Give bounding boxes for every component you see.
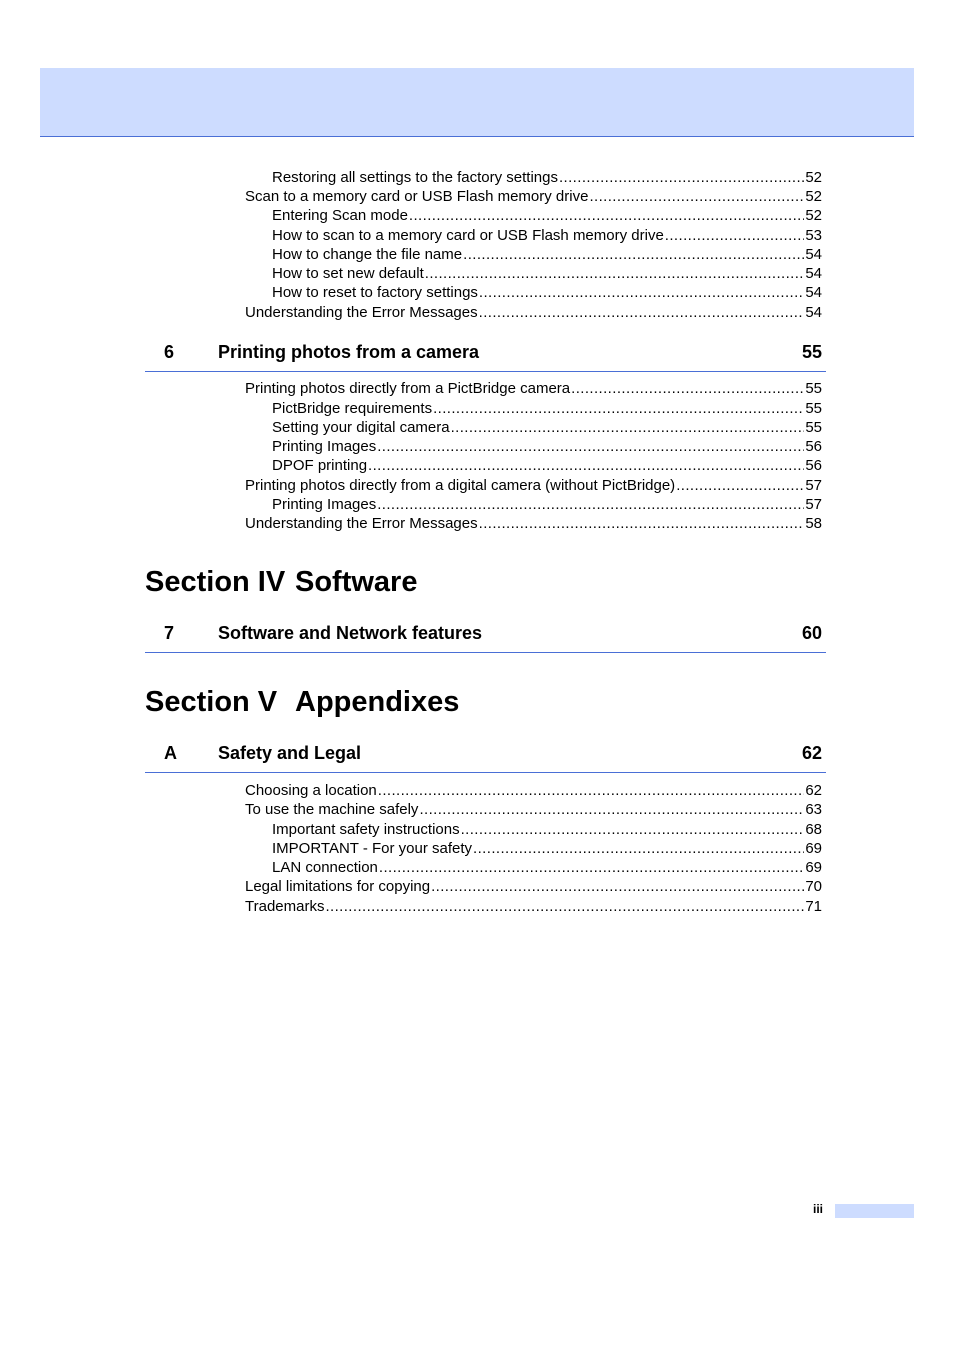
toc-entry[interactable] (272, 437, 822, 456)
toc-entry-label: IMPORTANT - For your safety (272, 840, 473, 857)
toc-entry-page: 57 (805, 477, 822, 494)
toc-entry-label: Understanding the Error Messages (245, 304, 478, 321)
dot-leader (463, 245, 804, 264)
toc-entry-page: 55 (805, 419, 822, 436)
toc-entry-page: 54 (805, 265, 822, 282)
dot-leader (419, 800, 804, 819)
toc-entry-page: 63 (805, 801, 822, 818)
dot-leader (325, 897, 804, 916)
chapter-number: 7 (164, 623, 175, 643)
toc-entry[interactable] (245, 303, 822, 322)
toc-entry-label: To use the machine safely (245, 801, 419, 818)
chapter-title: Software and Network features (218, 623, 483, 643)
chapter-heading[interactable] (145, 618, 826, 653)
toc-entry[interactable] (245, 877, 822, 896)
toc-entry-label: Restoring all settings to the factory settings (272, 169, 558, 186)
dot-leader (479, 303, 805, 322)
toc-entry[interactable] (245, 187, 822, 206)
toc-entry-label: Printing photos directly from a digital camera (without PictBridge) (245, 477, 676, 494)
dot-leader (676, 476, 804, 495)
toc-entry-label: Trademarks (245, 898, 325, 915)
toc-entry-label: PictBridge requirements (272, 400, 433, 417)
toc-entry-label: Important safety instructions (272, 821, 460, 838)
toc-entry[interactable] (245, 800, 822, 819)
toc-entry[interactable] (272, 226, 822, 245)
toc-entry-label: Understanding the Error Messages (245, 515, 478, 532)
chapter-page: 55 (801, 342, 822, 362)
toc-entry-label: Printing Images (272, 438, 377, 455)
section-heading (145, 685, 460, 719)
dot-leader (461, 820, 805, 839)
toc-entry-page: 69 (805, 840, 822, 857)
dot-leader (479, 283, 804, 302)
toc-entry[interactable] (272, 456, 822, 475)
toc-entry-label: DPOF printing (272, 457, 368, 474)
toc-entry-label: How to scan to a memory card or USB Flash memory drive (272, 227, 664, 244)
toc-entry-page: 55 (805, 400, 822, 417)
dot-leader (368, 456, 804, 475)
toc-entry[interactable] (272, 283, 822, 302)
toc-entry-page: 71 (805, 898, 822, 915)
toc-entry-label: Entering Scan mode (272, 207, 408, 224)
toc-entry-label: Scan to a memory card or USB Flash memory drive (245, 188, 589, 205)
dot-leader (377, 437, 804, 456)
page-number: iii (813, 1202, 824, 1216)
section-heading (145, 565, 418, 599)
dot-leader (431, 877, 804, 896)
chapter-heading[interactable] (145, 738, 826, 773)
dot-leader (409, 206, 804, 225)
header-band (40, 68, 914, 137)
dot-leader (379, 858, 804, 877)
toc-entry-page: 58 (805, 515, 822, 532)
toc-entry-page: 52 (805, 169, 822, 186)
chapter-page: 60 (801, 623, 822, 643)
toc-entry[interactable] (272, 264, 822, 283)
toc-entry-page: 56 (805, 457, 822, 474)
toc-entry-page: 52 (805, 207, 822, 224)
toc-entry-page: 52 (805, 188, 822, 205)
section-label: Section V (145, 686, 278, 718)
dot-leader (479, 514, 805, 533)
dot-leader (559, 168, 804, 187)
toc-entry-label: Setting your digital camera (272, 419, 450, 436)
chapter-heading[interactable] (145, 337, 826, 372)
dot-leader (665, 226, 805, 245)
toc-entry-page: 54 (805, 284, 822, 301)
dot-leader (571, 379, 804, 398)
toc-entry-page: 57 (805, 496, 822, 513)
toc-entry-label: How to reset to factory settings (272, 284, 478, 301)
toc-entry-page: 55 (805, 380, 822, 397)
dot-leader (473, 839, 804, 858)
dot-leader (589, 187, 804, 206)
toc-entry-page: 54 (805, 304, 822, 321)
toc-entry-page: 68 (805, 821, 822, 838)
section-title: Appendixes (295, 686, 460, 718)
toc-entry-label: Printing Images (272, 496, 377, 513)
toc-entry[interactable] (272, 399, 822, 418)
toc-entry-label: Legal limitations for copying (245, 878, 431, 895)
chapter-number: 6 (164, 342, 175, 362)
footer-band (835, 1204, 914, 1218)
toc-entry-page: 62 (805, 782, 822, 799)
toc-entry-label: How to change the file name (272, 246, 463, 263)
toc-entry[interactable] (245, 781, 822, 800)
chapter-number: A (164, 743, 177, 763)
toc-entry-page: 56 (805, 438, 822, 455)
toc-entry[interactable] (272, 206, 822, 225)
toc-entry[interactable] (245, 379, 822, 398)
toc-entry[interactable] (272, 820, 822, 839)
section-label: Section IV (145, 566, 286, 598)
toc-entry[interactable] (272, 495, 822, 514)
chapter-title: Printing photos from a camera (218, 342, 480, 362)
toc-entry-label: Printing photos directly from a PictBridge camera (245, 380, 571, 397)
dot-leader (425, 264, 805, 283)
toc-entry-page: 69 (805, 859, 822, 876)
toc-entry[interactable] (245, 514, 822, 533)
toc-entry-label: Choosing a location (245, 782, 377, 799)
toc-entry-label: LAN connection (272, 859, 378, 876)
toc-entry-page: 54 (805, 246, 822, 263)
dot-leader (378, 781, 805, 800)
toc-entry[interactable] (272, 418, 822, 437)
section-title: Software (295, 566, 418, 598)
toc-entry[interactable] (272, 245, 822, 264)
toc-entry[interactable] (272, 858, 822, 877)
toc-entry[interactable] (245, 476, 822, 495)
toc-entry-page: 70 (805, 878, 822, 895)
dot-leader (377, 495, 804, 514)
chapter-page: 62 (801, 743, 822, 763)
toc-entry-page: 53 (805, 227, 822, 244)
toc-entry[interactable] (272, 168, 822, 187)
chapter-title: Safety and Legal (218, 743, 362, 763)
toc-entry-label: How to set new default (272, 265, 424, 282)
toc-entry[interactable] (272, 839, 822, 858)
dot-leader (451, 418, 805, 437)
dot-leader (433, 399, 804, 418)
toc-entry[interactable] (245, 897, 822, 916)
